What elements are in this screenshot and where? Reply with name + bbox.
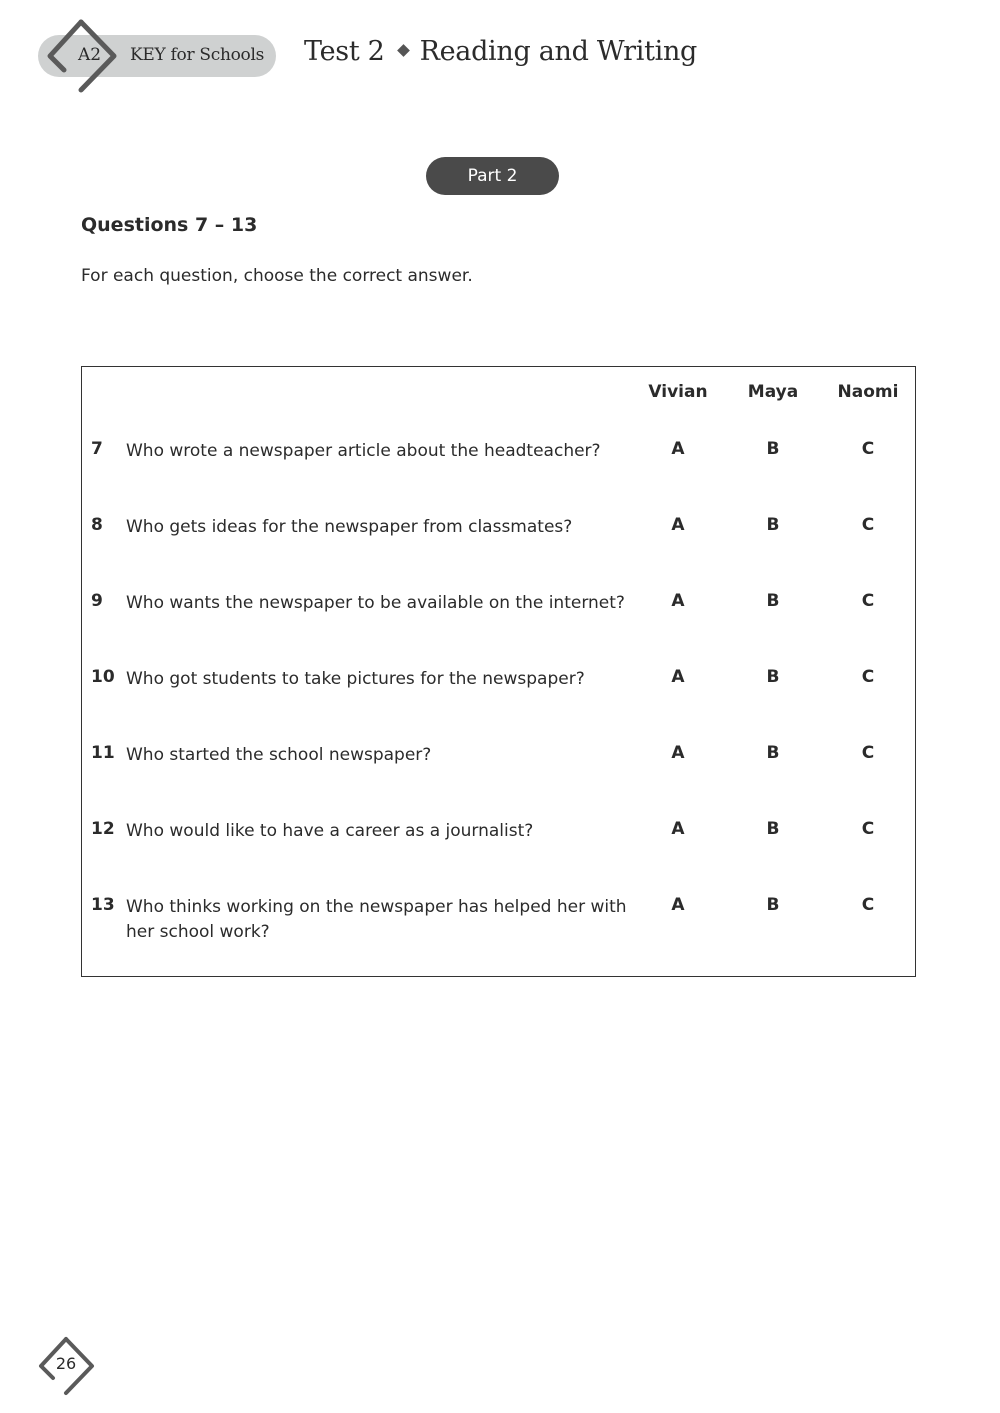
question-number: 10	[91, 667, 115, 687]
option-b[interactable]: B	[766, 895, 780, 915]
option-b[interactable]: B	[766, 667, 780, 687]
paper-label: Reading and Writing	[419, 36, 698, 67]
question-number: 8	[91, 515, 103, 535]
question-text: Who thinks working on the newspaper has helped her with her school work?	[126, 897, 627, 942]
option-a[interactable]: A	[671, 819, 685, 839]
answer-table	[81, 366, 916, 977]
question-number: 7	[91, 439, 103, 459]
question-text: Who wants the newspaper to be available on the internet?	[126, 593, 625, 613]
option-b[interactable]: B	[766, 439, 780, 459]
question-text: Who would like to have a career as a journalist?	[126, 821, 534, 841]
question-text: Who wrote a newspaper article about the headteacher?	[126, 441, 601, 461]
option-c[interactable]: C	[861, 743, 875, 763]
option-c[interactable]: C	[861, 439, 875, 459]
question-text: Who gets ideas for the newspaper from classmates?	[126, 517, 573, 537]
option-a[interactable]: A	[671, 439, 685, 459]
column-header-vivian: Vivian	[648, 382, 708, 402]
diamond-separator-icon	[397, 44, 410, 57]
option-a[interactable]: A	[671, 895, 685, 915]
option-a[interactable]: A	[671, 515, 685, 535]
option-c[interactable]: C	[861, 591, 875, 611]
option-b[interactable]: B	[766, 591, 780, 611]
option-a[interactable]: A	[671, 591, 685, 611]
option-b[interactable]: B	[766, 819, 780, 839]
column-header-naomi: Naomi	[837, 382, 899, 402]
option-c[interactable]: C	[861, 667, 875, 687]
instruction-text: For each question, choose the correct answer.	[81, 266, 473, 286]
option-b[interactable]: B	[766, 743, 780, 763]
page-title	[304, 36, 697, 67]
question-text: Who got students to take pictures for the newspaper?	[126, 669, 585, 689]
test-label: Test 2	[304, 36, 385, 67]
option-a[interactable]: A	[671, 743, 685, 763]
column-header-maya: Maya	[747, 382, 799, 402]
option-c[interactable]: C	[861, 895, 875, 915]
page-number: 26	[55, 1354, 77, 1373]
exam-name: KEY for Schools	[130, 45, 265, 65]
questions-heading: Questions 7 – 13	[81, 214, 258, 236]
question-number: 12	[91, 819, 115, 839]
option-b[interactable]: B	[766, 515, 780, 535]
question-text: Who started the school newspaper?	[126, 745, 432, 765]
exam-level: A2	[78, 45, 102, 65]
part-label: Part 2	[426, 157, 559, 195]
option-c[interactable]: C	[861, 515, 875, 535]
option-a[interactable]: A	[671, 667, 685, 687]
question-number: 9	[91, 591, 103, 611]
option-c[interactable]: C	[861, 819, 875, 839]
question-number: 11	[91, 743, 115, 763]
question-number: 13	[91, 895, 115, 915]
